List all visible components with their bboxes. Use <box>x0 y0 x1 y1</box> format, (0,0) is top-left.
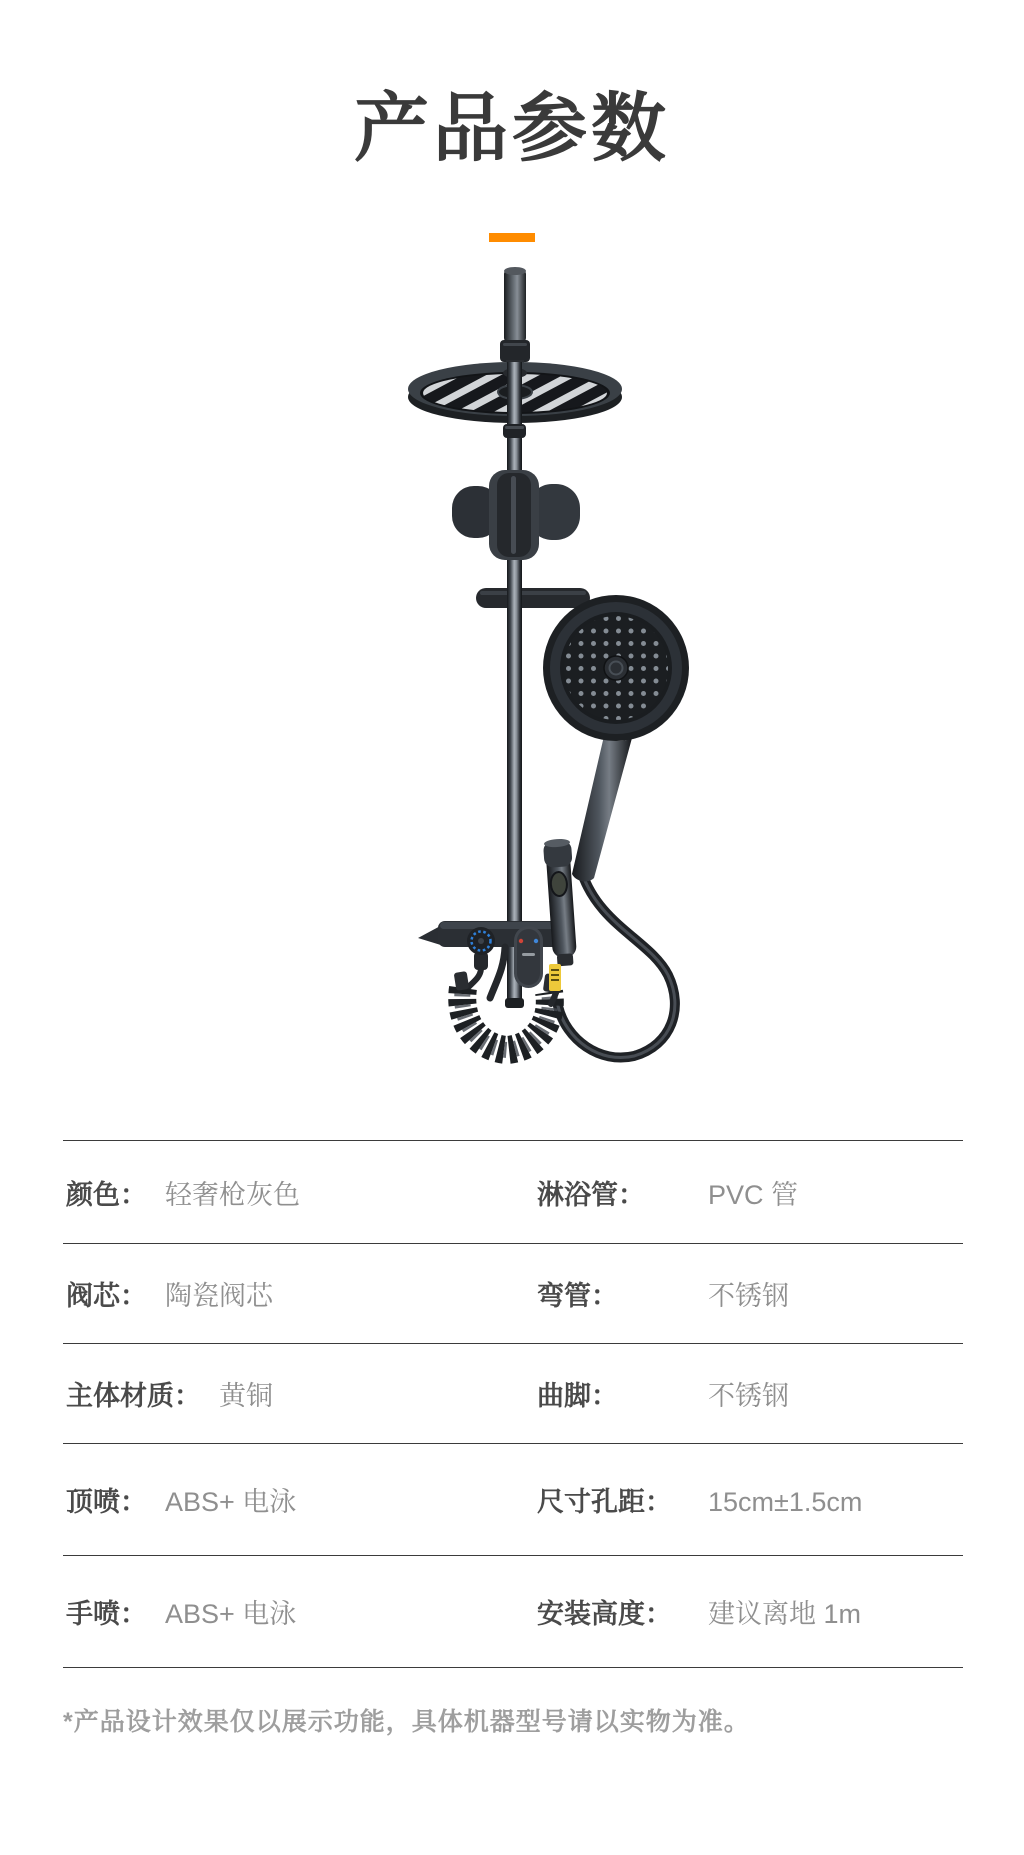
handheld-shower <box>543 595 689 881</box>
spec-table <box>63 1140 963 1668</box>
footnote-disclaimer: *产品设计效果仅以展示功能，具体机器型号请以实物为准。 <box>63 1708 750 1736</box>
shower-hose <box>558 870 675 1058</box>
spec-label: 手喷： <box>66 1599 147 1629</box>
mixer-handle <box>514 926 543 988</box>
spec-value: 建议离地 1m <box>708 1599 862 1629</box>
spec-value: 不锈钢 <box>708 1281 789 1311</box>
spec-cell <box>534 1592 963 1631</box>
top-pipe-stub <box>500 267 530 372</box>
spec-value: 黄铜 <box>219 1381 273 1411</box>
spec-cell <box>63 1480 534 1519</box>
spec-value: 不锈钢 <box>708 1381 789 1411</box>
spec-label: 尺寸孔距： <box>537 1487 672 1517</box>
spec-value: ABS+ 电泳 <box>165 1487 297 1517</box>
handheld-holder-arm <box>476 588 590 608</box>
spec-cell <box>63 1374 534 1413</box>
spec-cell <box>63 1592 534 1631</box>
spec-row-valve <box>63 1243 963 1343</box>
spec-cell <box>534 1374 963 1413</box>
spec-row-color <box>63 1140 963 1243</box>
hose-tag <box>549 964 561 1004</box>
spec-row-hand-spray <box>63 1555 963 1667</box>
spec-label: 安装高度： <box>537 1599 672 1629</box>
spec-value: ABS+ 电泳 <box>165 1599 297 1629</box>
spec-value: PVC 管 <box>708 1179 799 1210</box>
spec-cell <box>63 1274 534 1313</box>
shower-pipe <box>503 362 526 1008</box>
spec-row-body-material <box>63 1343 963 1443</box>
temperature-knob <box>465 927 495 991</box>
spec-label: 颜色： <box>66 1179 147 1210</box>
spray-gun <box>543 838 580 967</box>
spec-row-top-spray <box>63 1443 963 1555</box>
spec-label: 弯管： <box>537 1281 618 1311</box>
spec-cell <box>534 1480 963 1519</box>
spec-cell <box>534 1173 963 1212</box>
shower-set-render-icon <box>0 250 1024 1070</box>
spec-cell <box>63 1173 534 1212</box>
middle-hose <box>490 947 505 998</box>
spec-value: 15cm±1.5cm <box>708 1487 863 1517</box>
spec-label: 阀芯： <box>66 1281 147 1311</box>
spec-value: 轻奢枪灰色 <box>165 1179 300 1210</box>
spec-label: 曲脚： <box>537 1381 618 1411</box>
spec-label: 主体材质： <box>66 1381 201 1411</box>
page-title: 产品参数 <box>353 86 670 170</box>
spec-label: 顶喷： <box>66 1487 147 1517</box>
accent-dash <box>489 233 535 242</box>
spec-value: 陶瓷阀芯 <box>165 1281 273 1311</box>
spec-cell <box>534 1274 963 1313</box>
slider-clamp <box>452 470 580 560</box>
spec-label: 淋浴管： <box>537 1179 645 1210</box>
